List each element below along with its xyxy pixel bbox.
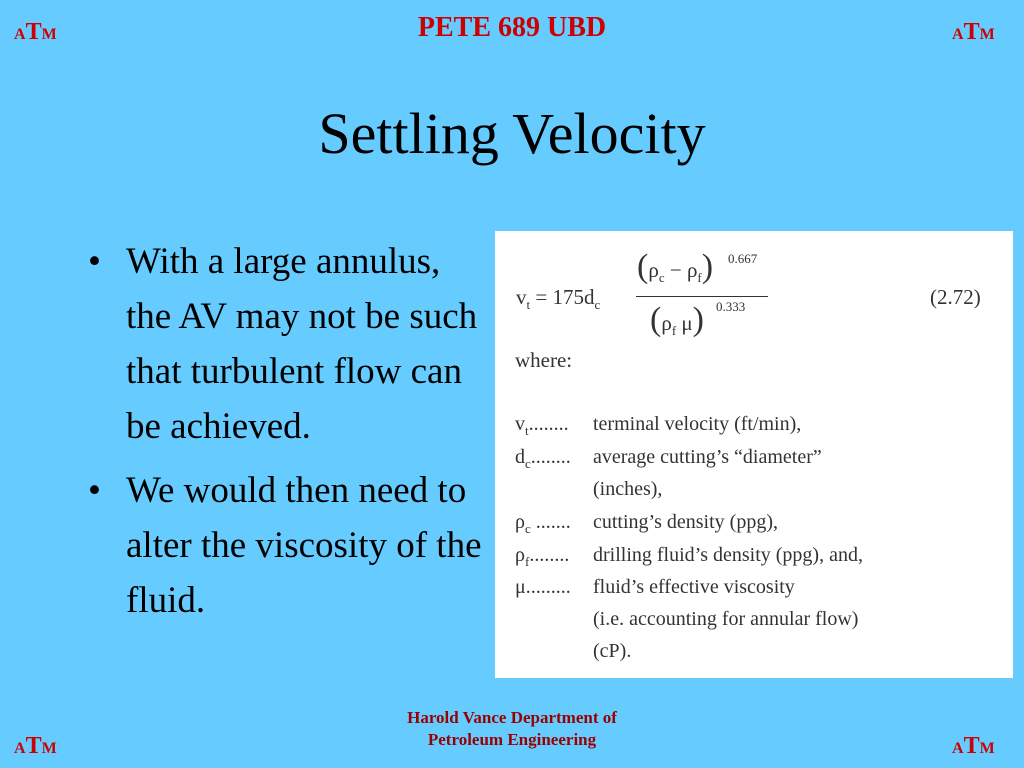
bullet-icon: • [88,470,101,511]
definition-continuation: (cP). [593,640,632,662]
slide-title: Settling Velocity [318,101,706,166]
equation-lhs: $v_t = 175d_c$ [516,285,601,313]
bullet-item [88,463,488,628]
fraction-bar [636,296,768,297]
bullet-item [88,234,488,454]
denominator-exponent: 0.333 [716,299,746,314]
equation-denominator: ($\rho_f$ μ) [650,301,704,339]
logo-letter-t: T [963,19,980,45]
logo-letter-a: A [952,740,964,757]
logo-letter-a: A [14,740,26,757]
logo-letter-t: T [25,19,42,45]
numerator-exponent: 0.667 [728,251,758,266]
definition-continuation: (inches), [593,478,663,500]
footer-line-2: Petroleum Engineering [427,730,597,749]
bullet-list [88,234,488,637]
logo-letter-t: T [25,733,42,759]
equation-number: (2.72) [930,285,981,309]
logo-letter-a: A [14,26,26,43]
logo-letter-m: M [41,26,57,43]
logo-letter-m: M [979,26,995,43]
logo-letter-m: M [41,740,57,757]
footer-line-1: Harold Vance Department of [407,708,617,727]
definition-row: $\rho_f$........ drilling fluid’s density (ppg), and, [515,544,863,569]
where-label: where: [515,348,573,372]
footer [362,707,662,751]
logo-letter-a: A [952,26,964,43]
bullet-text: With a large annulus, the AV may not be such that turbulent flow can be achieved. [126,241,478,447]
atm-logo-bottom-left [14,734,57,758]
definition-continuation: (i.e. accounting for annular flow) [593,608,859,630]
atm-logo-bottom-right [952,734,995,758]
definition-row: $\rho_c$ ....... cutting’s density (ppg), [515,511,778,536]
logo-letter-t: T [963,733,980,759]
definition-row: μ......... fluid’s effective viscosity [515,576,795,598]
equation-numerator: $(\rho_c - \rho_f)$ [637,248,714,286]
course-title: PETE 689 UBD [417,12,607,43]
bullet-icon: • [88,241,101,282]
definition-row: $d_c$........ average cutting’s “diameter” [515,446,822,471]
bullet-text: We would then need to alter the viscosity of the fluid. [126,470,482,621]
definition-row: $v_t$........ terminal velocity (ft/min), [515,413,802,438]
logo-letter-m: M [979,740,995,757]
